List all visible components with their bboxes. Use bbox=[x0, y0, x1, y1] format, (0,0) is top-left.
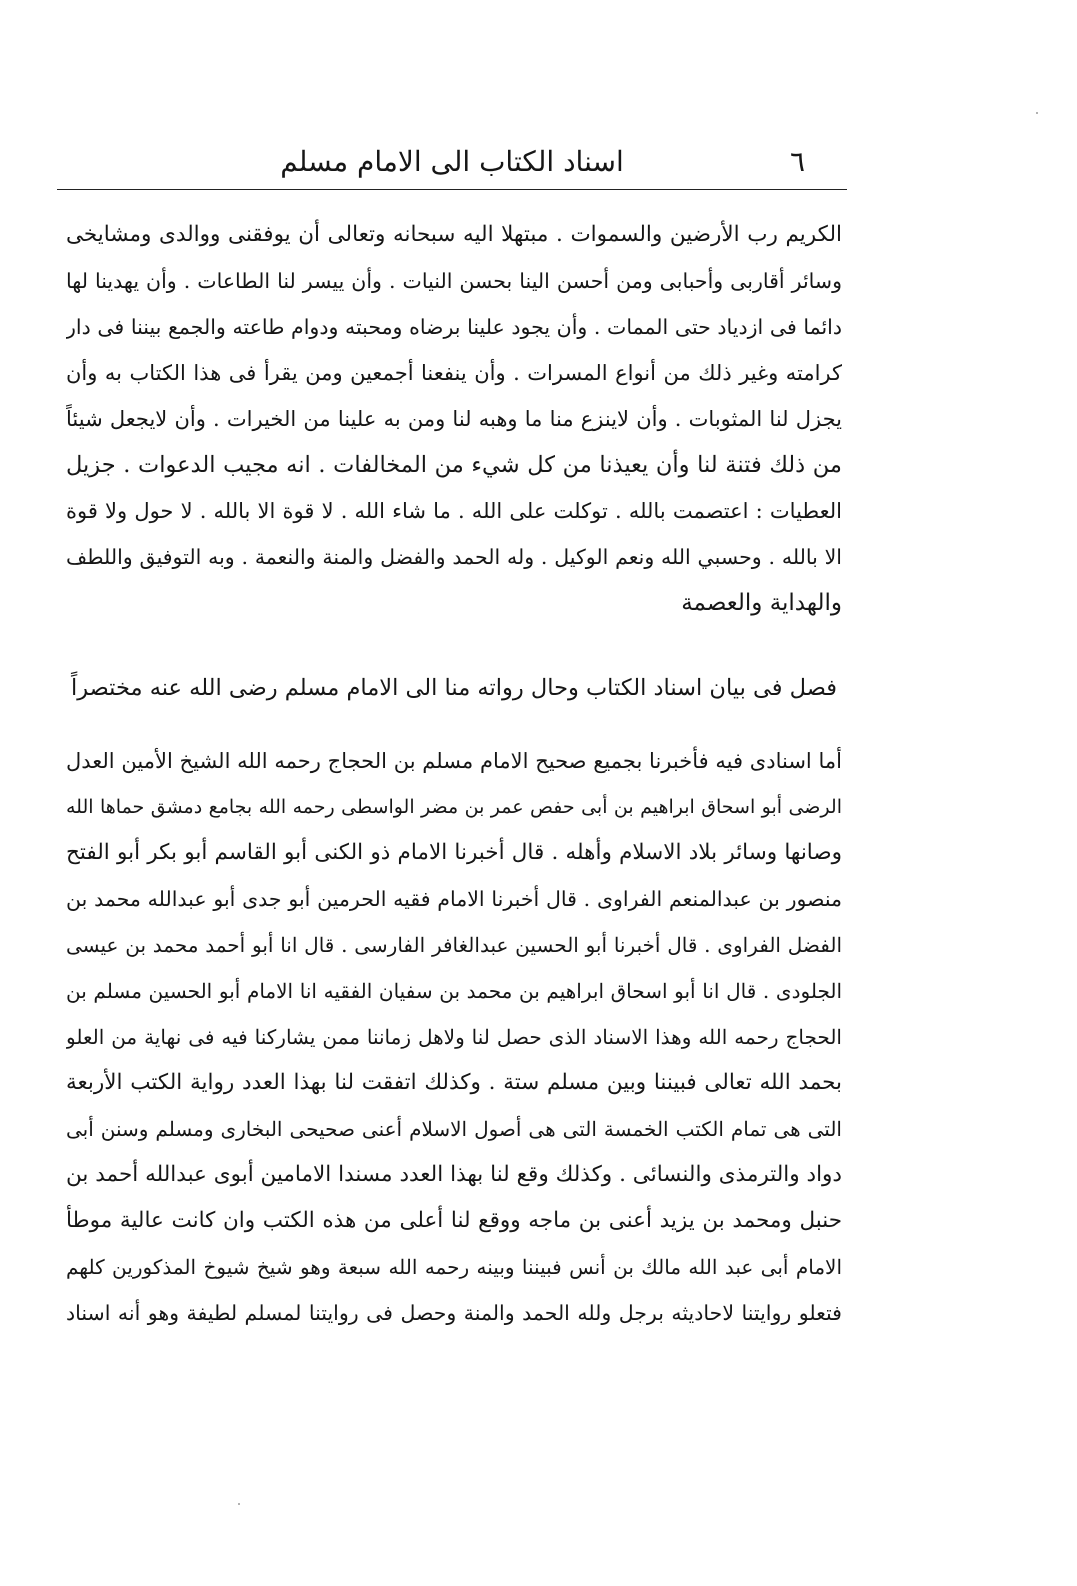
text-line: حنبل ومحمد بن يزيد أعنى بن ماجه ووقع لنا أعلى من هذه الكتب وان كانت عالية موطأ bbox=[66, 1208, 842, 1233]
text-line: منصور بن عبدالمنعم الفراوى . قال أخبرنا الامام فقيه الحرمين أبو جدى أبو عبدالله محمد بن bbox=[66, 887, 842, 911]
running-title: اسناد الكتاب الى الامام مسلم bbox=[280, 145, 624, 178]
page-header bbox=[57, 140, 847, 190]
text-line: دائما فى ازدياد حتى الممات . وأن يجود علينا برضاه ومحبته ودوام طاعته والجمع بيننا فى دار bbox=[66, 315, 842, 339]
text-line: الجلودى . قال انا أبو اسحاق ابراهيم بن محمد بن سفيان الفقيه انا الامام أبو الحسين مسلم بن bbox=[66, 979, 842, 1003]
text-line: وصانها وسائر بلاد الاسلام وأهله . قال أخبرنا الامام ذو الكنى أبو القاسم أبو بكر أبو الفتح bbox=[66, 840, 842, 865]
paragraph-1 bbox=[66, 212, 842, 626]
page-number: ٦ bbox=[789, 145, 805, 178]
paragraph-2 bbox=[66, 738, 842, 1336]
text-line: الرضى أبو اسحاق ابراهيم بن أبى حفص عمر بن مضر الواسطى رحمه الله بجامع دمشق حماها الله bbox=[66, 796, 842, 818]
text-line: التى هى تمام الكتب الخمسة التى هى أصول الاسلام أعنى صحيحى البخارى ومسلم وسنن أبى bbox=[66, 1117, 842, 1141]
text-line: فتعلو روايتنا لاحاديثه برجل ولله الحمد والمنة وحصل فى روايتنا لمسلم لطيفة وهو أنه اسناد bbox=[66, 1301, 842, 1325]
text-line: الا بالله . وحسبي الله ونعم الوكيل . وله الحمد والفضل والمنة والنعمة . وبه التوفيق واللطف bbox=[66, 545, 842, 569]
text-line: الكريم رب الأرضين والسموات . مبتهلا اليه سبحانه وتعالى أن يوفقنى ووالدى ومشايخى bbox=[66, 222, 842, 247]
text-line: الفضل الفراوى . قال أخبرنا أبو الحسين عبدالغافر الفارسى . قال انا أبو أحمد محمد بن عيسى bbox=[66, 933, 842, 957]
scan-speck bbox=[1036, 112, 1038, 114]
text-line: أما اسنادى فيه فأخبرنا بجميع صحيح الامام مسلم بن الحجاج رحمه الله الشيخ الأمين العدل bbox=[66, 749, 842, 773]
scan-speck bbox=[238, 1503, 240, 1505]
text-line: يجزل لنا المثوبات . وأن لاينزع منا ما وهبه لنا ومن به علينا من الخيرات . وأن لايجعل شيئاً bbox=[66, 407, 842, 431]
text-line: دواد والترمذى والنسائى . وكذلك وقع لنا بهذا العدد مسندا الامامين أبوى عبدالله أحمد بن bbox=[66, 1162, 842, 1187]
text-line: بحمد الله تعالى فبيننا وبين مسلم ستة . وكذلك اتفقت لنا بهذا العدد رواية الكتب الأربعة bbox=[66, 1070, 842, 1095]
text-line: الحجاج رحمه الله وهذا الاسناد الذى حصل لنا ولاهل زماننا ممن يشاركنا فيه فى نهاية من العلو bbox=[66, 1025, 842, 1049]
text-line: وسائر أقاربى وأحبابى ومن أحسن الينا بحسن النيات . وأن ييسر لنا الطاعات . وأن يهدينا لها bbox=[66, 269, 842, 293]
text-line: العطيات : اعتصمت بالله . توكلت على الله . ما شاء الله . لا قوة الا بالله . لا حول ولا قوة bbox=[66, 499, 842, 523]
text-line: والهداية والعصمة bbox=[681, 590, 842, 616]
text-line: الامام أبى عبد الله مالك بن أنس فبيننا وبينه رحمه الله سبعة وهو شيخ شيوخ المذكورين كلهم bbox=[66, 1255, 842, 1279]
section-heading: فصل فى بيان اسناد الكتاب وحال رواته منا الى الامام مسلم رضى الله عنه مختصراً bbox=[71, 675, 837, 701]
text-line: من ذلك فتنة لنا وأن يعيذنا من كل شيء من المخالفات . انه مجيب الدعوات . جزيل bbox=[66, 452, 842, 478]
text-line: كرامته وغير ذلك من أنواع المسرات . وأن ينفعنا أجمعين ومن يقرأ فى هذا الكتاب به وأن bbox=[66, 361, 842, 385]
header-rule bbox=[57, 189, 847, 190]
